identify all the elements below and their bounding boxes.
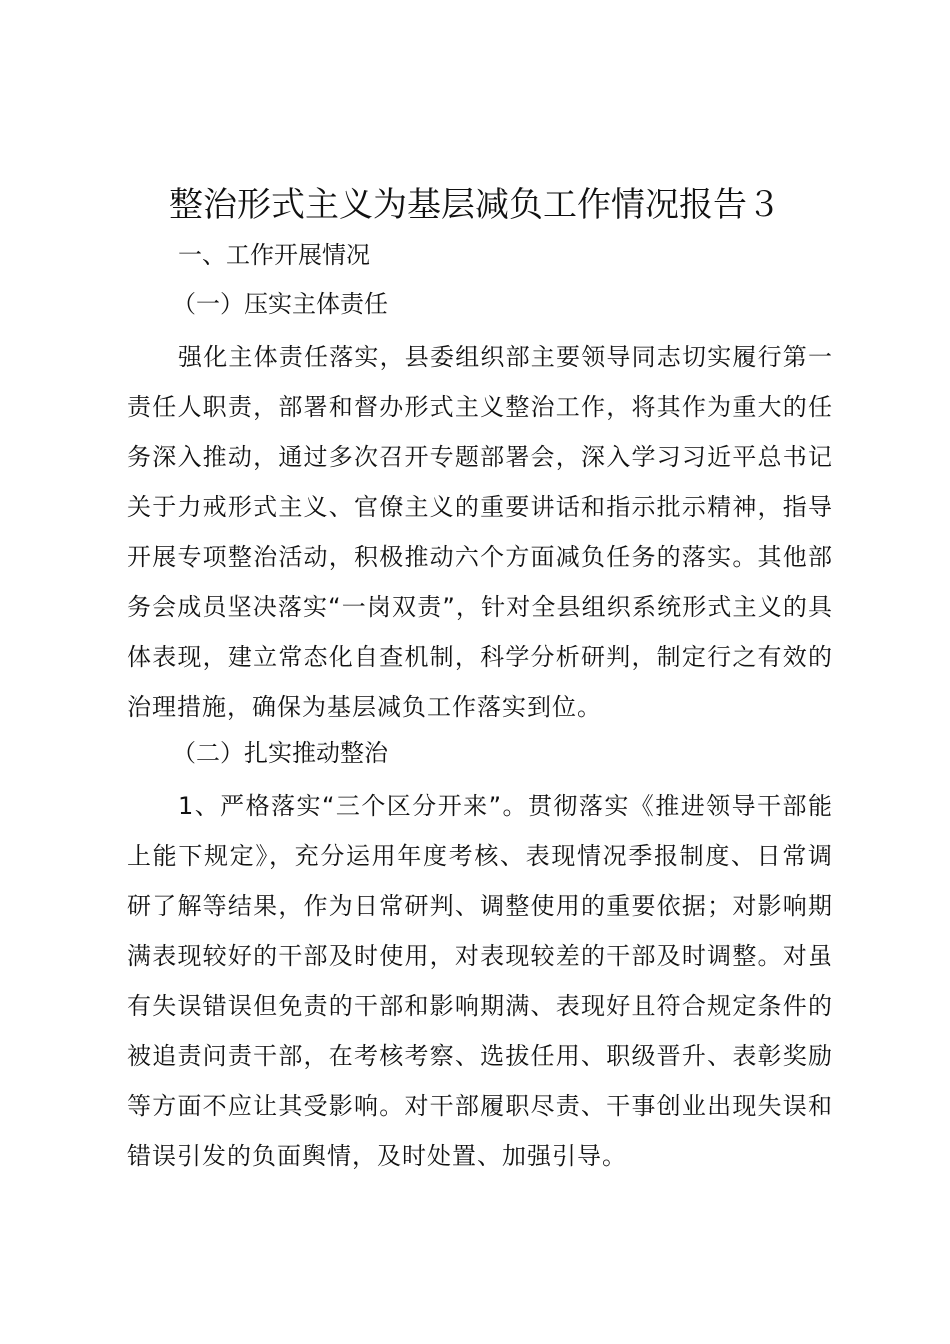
subsection-heading-responsibility: （一）压实主体责任 <box>172 290 388 318</box>
paragraph-rectification: 1、严格落实“三个区分开来”。贯彻落实《推进领导干部能上能下规定》，充分运用年度考核、表现情况季报制度、日常调研了解等结果，作为日常研判、调整使用的重要依据；对影响期满表现较好的干部及时使用，对表现较差的干部及时调整。对虽有失误错误但免责的干部和影响期满、表现好且符合规定条件的被追责问责干部，在考核考察、选拔任用、职级晋升、表彰奖励等方面不应让其受影响。对干部履职尽责、干事创业出现失误和错误引发的负面舆情，及时处置、加强引导。 <box>127 792 833 1170</box>
document-title: 整治形式主义为基层减负工作情况报告３ <box>169 185 781 225</box>
subsection-heading-rectification: （二）扎实推动整治 <box>172 739 388 767</box>
section-heading-work-progress: 一、工作开展情况 <box>178 241 370 269</box>
paragraph-responsibility: 强化主体责任落实，县委组织部主要领导同志切实履行第一责任人职责，部署和督办形式主义整治工作，将其作为重大的任务深入推动，通过多次召开专题部署会，深入学习习近平总书记关于力戒形式主义、官僚主义的重要讲话和指示批示精神，指导开展专项整治活动，积极推动六个方面减负任务的落实。其他部务会成员坚决落实“一岗双责”，针对全县组织系统形式主义的具体表现，建立常态化自查机制，科学分析研判，制定行之有效的治理措施，确保为基层减负工作落实到位。 <box>127 343 833 721</box>
